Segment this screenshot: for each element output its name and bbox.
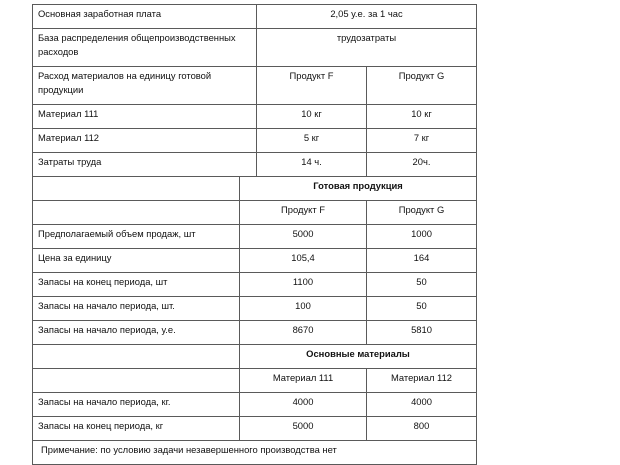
value-f: 10 кг (257, 105, 367, 129)
value-f: 105,4 (240, 249, 367, 273)
row-label: Затраты труда (33, 153, 257, 177)
note-text: Примечание: по условию задачи незавершенного производства нет (33, 441, 477, 465)
empty-cell (33, 177, 240, 201)
salary-value: 2,05 у.е. за 1 час (257, 5, 477, 29)
row-label: Материал 112 (33, 129, 257, 153)
salary-row (33, 5, 477, 29)
row-label: Запасы на конец периода, шт (33, 273, 240, 297)
materials-names-row (33, 369, 477, 393)
material-111-header: Материал 111 (240, 369, 367, 393)
finished-product-g: Продукт G (367, 201, 477, 225)
value-g: 20ч. (367, 153, 477, 177)
base-row (33, 29, 477, 67)
value-111: 4000 (240, 393, 367, 417)
table-row (33, 321, 477, 345)
table-row (33, 417, 477, 441)
row-label: Предполагаемый объем продаж, шт (33, 225, 240, 249)
row-label: Цена за единицу (33, 249, 240, 273)
rate-header-row (33, 67, 477, 105)
finished-product-f: Продукт F (240, 201, 367, 225)
row-label: Запасы на конец периода, кг (33, 417, 240, 441)
value-g: 5810 (367, 321, 477, 345)
table-row (33, 297, 477, 321)
materials-header-row (33, 345, 477, 369)
empty-cell (33, 201, 240, 225)
value-112: 800 (367, 417, 477, 441)
salary-label: Основная заработная плата (33, 5, 257, 29)
table-row (33, 249, 477, 273)
table-row (33, 105, 477, 129)
value-f: 8670 (240, 321, 367, 345)
value-g: 50 (367, 273, 477, 297)
value-f: 14 ч. (257, 153, 367, 177)
base-label: База распределения общепроизводственных расходов (33, 29, 257, 67)
value-g: 7 кг (367, 129, 477, 153)
table-row (33, 129, 477, 153)
product-g-header: Продукт G (367, 67, 477, 105)
cost-data-table (32, 4, 477, 465)
note-row (33, 441, 477, 465)
table-row (33, 273, 477, 297)
table-row (33, 225, 477, 249)
value-g: 50 (367, 297, 477, 321)
finished-header-row (33, 177, 477, 201)
materials-header: Основные материалы (240, 345, 477, 369)
value-111: 5000 (240, 417, 367, 441)
finished-header: Готовая продукция (240, 177, 477, 201)
row-label: Запасы на начало периода, у.е. (33, 321, 240, 345)
value-112: 4000 (367, 393, 477, 417)
value-g: 164 (367, 249, 477, 273)
value-f: 100 (240, 297, 367, 321)
value-f: 1100 (240, 273, 367, 297)
value-f: 5 кг (257, 129, 367, 153)
material-112-header: Материал 112 (367, 369, 477, 393)
finished-products-row (33, 201, 477, 225)
rate-label: Расход материалов на единицу готовой продукции (33, 67, 257, 105)
value-g: 1000 (367, 225, 477, 249)
empty-cell (33, 345, 240, 369)
value-f: 5000 (240, 225, 367, 249)
product-f-header: Продукт F (257, 67, 367, 105)
table-row (33, 393, 477, 417)
row-label: Запасы на начало периода, кг. (33, 393, 240, 417)
row-label: Запасы на начало периода, шт. (33, 297, 240, 321)
empty-cell (33, 369, 240, 393)
row-label: Материал 111 (33, 105, 257, 129)
value-g: 10 кг (367, 105, 477, 129)
base-value: трудозатраты (257, 29, 477, 67)
table-row (33, 153, 477, 177)
